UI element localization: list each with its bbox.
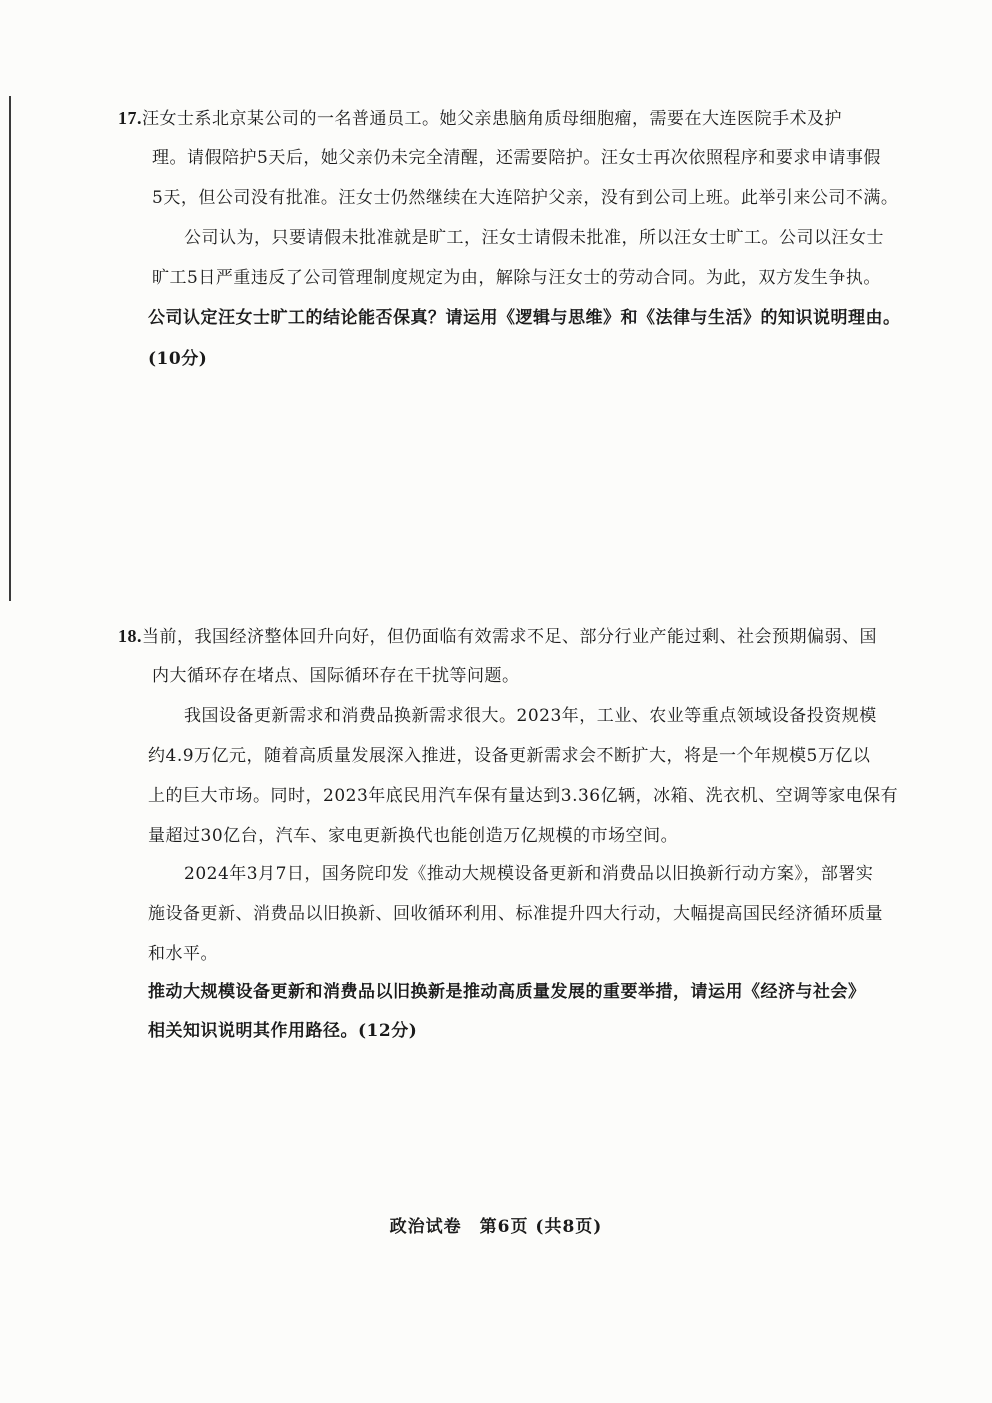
- question-17-line-3: 5天，但公司没有批准。汪女士仍然继续在大连陪护父亲，没有到公司上班。此举引来公司不满。: [152, 188, 899, 208]
- question-17-prompt: 公司认定汪女士旷工的结论能否保真？请运用《逻辑与思维》和《法律与生活》的知识说明理由。: [148, 308, 901, 328]
- question-17-number: 17.: [118, 108, 142, 128]
- question-18-score: 相关知识说明其作用路径。(12分): [148, 1021, 418, 1041]
- question-17-line-5: 旷工5日严重违反了公司管理制度规定为由，解除与汪女士的劳动合同。为此，双方发生争执。: [152, 268, 881, 288]
- question-17-line-1: 17.汪女士系北京某公司的一名普通员工。她父亲患脑角质母细胞瘤，需要在大连医院手术及护: [118, 108, 842, 129]
- question-17-line-4: 公司认为，只要请假未批准就是旷工，汪女士请假未批准，所以汪女士旷工。公司以汪女士: [184, 228, 884, 248]
- question-18-prompt: 推动大规模设备更新和消费品以旧换新是推动高质量发展的重要举措，请运用《经济与社会》: [148, 982, 866, 1002]
- question-18-line-7: 2024年3月7日，国务院印发《推动大规模设备更新和消费品以旧换新行动方案》，部署实: [184, 864, 874, 884]
- margin-rule: [9, 96, 11, 601]
- page-footer: 政治试卷 第6页 (共8页): [389, 1217, 603, 1237]
- question-18-line-1: 18.当前，我国经济整体回升向好，但仍面临有效需求不足、部分行业产能过剩、社会预期偏弱、国: [118, 626, 877, 647]
- question-18-line-6: 量超过30亿台，汽车、家电更新换代也能创造万亿规模的市场空间。: [148, 826, 679, 846]
- question-18-number: 18.: [118, 626, 142, 646]
- question-18-line-2: 内大循环存在堵点、国际循环存在干扰等问题。: [152, 666, 520, 686]
- question-18-line-9: 和水平。: [148, 944, 218, 964]
- question-17-score: (10分): [148, 349, 208, 369]
- question-18-line-3: 我国设备更新需求和消费品换新需求很大。2023年，工业、农业等重点领域设备投资规模: [184, 706, 877, 726]
- question-17-line-2: 理。请假陪护5天后，她父亲仍未完全清醒，还需要陪护。汪女士再次依照程序和要求申请事假: [152, 148, 881, 168]
- question-18-line-4: 约4.9万亿元，随着高质量发展深入推进，设备更新需求会不断扩大，将是一个年规模5万亿以: [148, 746, 871, 766]
- question-18-line-5: 上的巨大市场。同时，2023年底民用汽车保有量达到3.36亿辆，冰箱、洗衣机、空调等家电保有: [148, 786, 899, 806]
- question-18-line-8: 施设备更新、消费品以旧换新、回收循环利用、标准提升四大行动，大幅提高国民经济循环质量: [148, 904, 883, 924]
